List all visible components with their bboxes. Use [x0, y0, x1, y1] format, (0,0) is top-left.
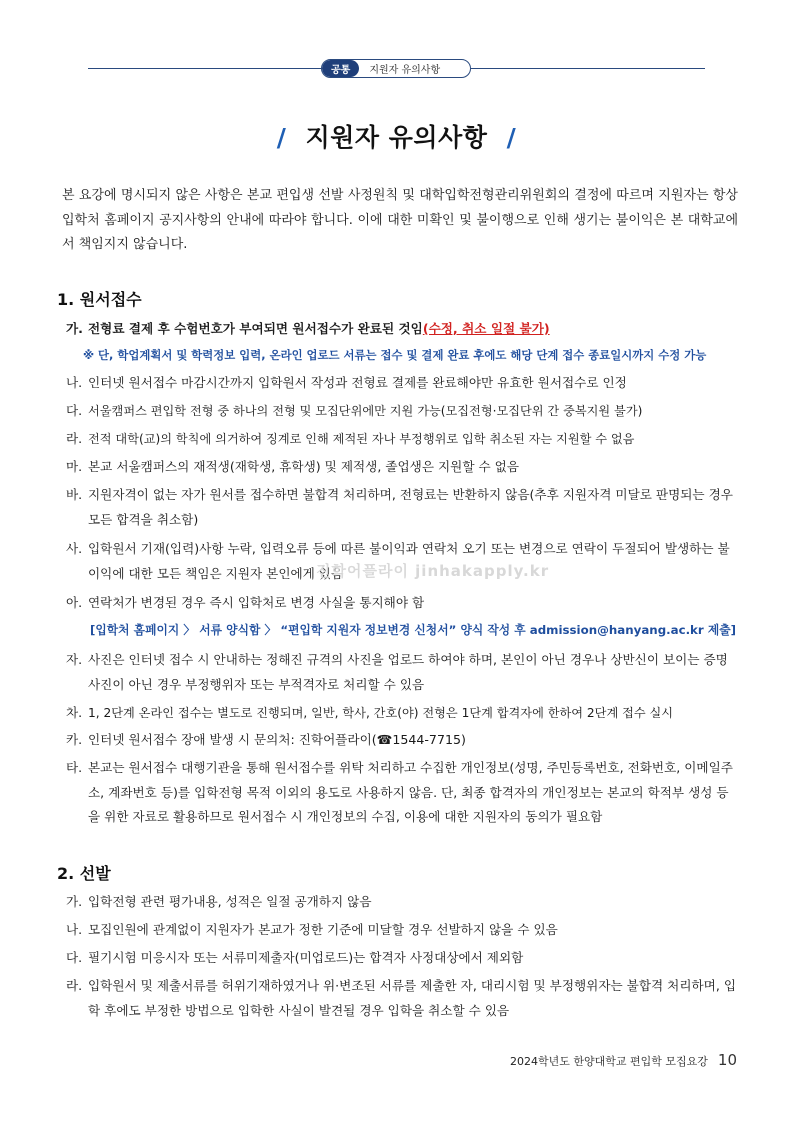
item-marker: 가.	[66, 321, 83, 336]
header-rule-right	[471, 68, 705, 69]
item-text: 입학원서 기재(입력)사항 누락, 입력오류 등에 따른 불이익과 연락처 오기 또는 변경으로 연락이 두절되어 발생하는 불이익에 대한 모든 책임은 지원자 본인에게 있음	[88, 541, 730, 581]
header-label: 지원자 유의사항	[369, 65, 441, 76]
item-note: ※ 단, 학업계획서 및 학력정보 입력, 온라인 업로드 서류는 접수 및 결제 완료 후에도 해당 단계 접수 종료일시까지 수정 가능	[83, 348, 707, 362]
item-text: 전적 대학(교)의 학칙에 의거하여 징계로 인해 제적된 자나 부정행위로 입학 취소된 자는 지원할 수 없음	[88, 432, 635, 446]
item-text: 전형료 결제 후 수험번호가 부여되면 원서접수가 완료된 것임	[88, 321, 423, 336]
item-text: 모집인원에 관계없이 지원자가 본교가 정한 기준에 미달할 경우 선발하지 않을 수 있음	[88, 922, 558, 937]
item-text: 입학전형 관련 평가내용, 성적은 일절 공개하지 않음	[88, 894, 372, 909]
item-text: 본교는 원서접수 대행기관을 통해 원서접수를 위탁 처리하고 수집한 개인정보(성명, 주민등록번호, 전화번호, 이메일주소, 계좌번호 등)를 입학전형 목적 이외의 용도로 사용하지 않음. 단, 최종 합격자의 개인정보는 본교의 학적부 생성 등을 위한 자료로 활용하므로 원서접수 시 개인정보의 수집, 이용에 대한 지원자의 동의가 필요함	[88, 760, 733, 824]
item-marker: 라.	[66, 431, 83, 446]
item-marker: 자.	[66, 652, 83, 667]
list-item	[66, 918, 738, 943]
item-text: 필기시험 미응시자 또는 서류미제출자(미업로드)는 합격자 사정대상에서 제외함	[88, 950, 524, 965]
item-marker: 차.	[66, 705, 83, 720]
item-marker: 아.	[66, 595, 83, 610]
item-marker: 사.	[66, 541, 83, 556]
item-marker: 나.	[66, 375, 83, 390]
section-heading-application: 1. 원서접수	[57, 290, 142, 309]
item-marker: 바.	[66, 487, 83, 502]
item-marker: 카.	[66, 732, 83, 747]
item-marker: 마.	[66, 459, 83, 474]
item-marker: 나.	[66, 922, 83, 937]
list-item	[66, 371, 738, 396]
list-item	[66, 728, 738, 753]
watermark: 진학어플라이 jinhakapply.kr	[316, 562, 550, 580]
list-item	[66, 946, 738, 971]
item-text: 지원자격이 없는 자가 원서를 접수하면 불합격 처리하며, 전형료는 반환하지 않음(추후 지원자격 미달로 판명되는 경우 모든 합격을 취소함)	[88, 487, 733, 527]
list-item	[66, 648, 738, 697]
item-text: 입학원서 및 제출서류를 허위기재하였거나 위·변조된 서류를 제출한 자, 대리시험 및 부정행위자는 불합격 처리하며, 입학 후에도 부정한 방법으로 입학한 사실이 발견될 경우 입학을 취소할 수 있음	[88, 978, 736, 1018]
section-heading-selection: 2. 선발	[57, 864, 111, 883]
item-marker: 라.	[66, 978, 83, 993]
item-text: 본교 서울캠퍼스의 재적생(재학생, 휴학생) 및 제적생, 졸업생은 지원할 수 없음	[88, 459, 519, 474]
list-item	[66, 890, 738, 915]
item-text: 인터넷 원서접수 마감시간까지 입학원서 작성과 전형료 결제를 완료해야만 유효한 원서접수로 인정	[88, 375, 627, 390]
page-title-text: 지원자 유의사항	[305, 123, 488, 152]
page-number: 10	[717, 1051, 737, 1069]
list-item	[66, 427, 738, 452]
item-text: 서울캠퍼스 편입학 전형 중 하나의 전형 및 모집단위에만 지원 가능(모집전형·모집단위 간 중복지원 불가)	[88, 404, 643, 418]
item-note: [입학처 홈페이지 〉 서류 양식함 〉 “편입학 지원자 정보변경 신청서” 양식 작성 후 admission@hanyang.ac.kr 제출]	[90, 623, 737, 637]
header-tag: 공통	[322, 60, 359, 77]
item-marker: 다.	[66, 950, 83, 965]
list-item	[66, 483, 738, 532]
item-text: 사진은 인터넷 접수 시 안내하는 정해진 규격의 사진을 업로드 하여야 하며, 본인이 아닌 경우나 상반신이 보이는 증명사진이 아닌 경우 부정행위자 또는 부적격자로 처리할 수 있음	[88, 652, 728, 692]
page-footer	[510, 1051, 737, 1069]
page-title	[0, 118, 793, 154]
header-rule-left	[88, 68, 321, 69]
list-item	[66, 399, 738, 424]
item-marker: 다.	[66, 403, 83, 418]
title-slash-right: /	[506, 123, 517, 152]
footer-text: 2024학년도 한양대학교 편입학 모집요강	[510, 1055, 708, 1068]
item-text: 인터넷 원서접수 장애 발생 시 문의처: 진학어플라이(☎1544-7715)	[88, 732, 466, 747]
intro-paragraph: 본 요강에 명시되지 않은 사항은 본교 편입생 선발 사정원칙 및 대학입학전형관리위원회의 결정에 따르며 지원자는 항상 입학처 홈페이지 공지사항의 안내에 따라야 합니다. 이에 대한 미확인 및 불이행으로 인해 생기는 불이익은 본 대학교에서 책임지지 않습니다.	[62, 188, 738, 252]
list-item	[66, 317, 738, 342]
title-slash-left: /	[276, 123, 287, 152]
list-item	[66, 756, 738, 830]
list-item	[66, 591, 738, 616]
header-badge	[321, 59, 471, 78]
list-item	[66, 974, 738, 1023]
item-warning: (수정, 취소 일절 불가)	[422, 321, 550, 336]
item-text: 1, 2단계 온라인 접수는 별도로 진행되며, 일반, 학사, 간호(야) 전형은 1단계 합격자에 한하여 2단계 접수 실시	[88, 706, 674, 720]
item-text: 연락처가 변경된 경우 즉시 입학처로 변경 사실을 통지해야 함	[88, 595, 425, 610]
item-marker: 타.	[66, 760, 83, 775]
item-marker: 가.	[66, 894, 83, 909]
list-item	[66, 455, 738, 480]
list-item	[66, 701, 738, 726]
